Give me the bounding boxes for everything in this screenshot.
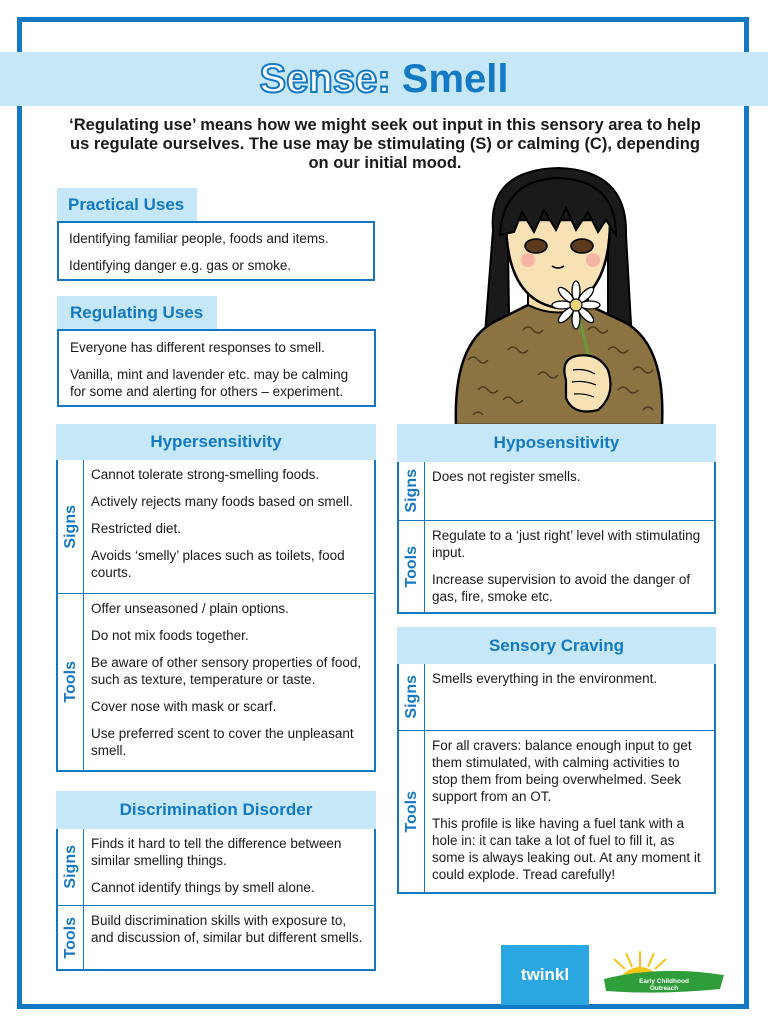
sign-item: Cannot tolerate strong-smelling foods. [91,467,320,482]
regulating-uses-heading: Regulating Uses [57,296,217,329]
early-childhood-outreach-logo [600,945,728,1005]
twinkl-logo: twinkl [501,945,589,1005]
girl-smelling-flower-illustration [448,160,668,425]
discrimination-signs-row [58,829,374,905]
discrimination-tools-row [58,905,374,969]
svg-text:Outreach: Outreach [649,985,679,992]
intro-text: ‘Regulating use’ means how we might seek out input in this sensory area to help us regulate ourselves. The use may be stimulating (S) or calming (C), depending on our initial mood. [69,116,701,172]
craving-tools-cell [425,731,714,892]
sign-item: Avoids ‘smelly’ places such as toilets, food courts. [91,548,345,580]
sign-item: Cannot identify things by smell alone. [91,880,315,895]
tool-item: Cover nose with mask or scarf. [91,699,277,714]
craving-signs-cell [425,664,714,730]
sensory-craving-body [397,664,716,894]
sign-item: Finds it hard to tell the difference between similar smelling things. [91,836,342,868]
hyper-signs-row [58,460,374,593]
regulating-item: Vanilla, mint and lavender etc. may be calming for some and alerting for others – experiment. [70,367,349,399]
hypo-signs-cell [425,462,714,520]
discrimination-tools-cell [84,906,374,969]
tool-item: Regulate to a ‘just right’ level with stimulating input. [432,528,701,560]
tool-item: Do not mix foods together. [91,628,249,643]
hyper-tools-row [58,593,374,770]
discrimination-disorder-heading: Discrimination Disorder [56,791,376,829]
tools-label: Tools [58,594,84,770]
discrimination-disorder-panel [56,791,376,971]
tool-item: This profile is like having a fuel tank with a hole in: it can take a lot of fuel to fill it, as some is always leaking out. At any moment it could explode. Tread carefully! [432,816,701,882]
signs-label: Signs [58,829,84,905]
craving-tools-row [399,730,714,892]
hypo-signs-row [399,462,714,520]
signs-label: Signs [58,460,84,593]
hypo-tools-cell [425,521,714,612]
practical-uses-heading: Practical Uses [57,188,197,221]
hyper-tools-cell [84,594,374,770]
tool-item: Build discrimination skills with exposure to, and discussion of, similar but different smells. [91,913,363,945]
regulating-item: Everyone has different responses to smell. [70,340,325,355]
sign-item: Smells everything in the environment. [432,671,658,686]
hypersensitivity-heading: Hypersensitivity [56,424,376,460]
hypo-tools-row [399,520,714,612]
sensory-craving-panel [397,627,716,894]
tool-item: For all cravers: balance enough input to get them stimulated, with calming activities to stop them from being overwhelmed. Seek support from an OT. [432,738,692,804]
signs-label: Signs [399,462,425,520]
tools-label: Tools [399,731,425,892]
signs-label: Signs [399,664,425,730]
discrimination-signs-cell [84,829,374,905]
tool-item: Be aware of other sensory properties of food, such as texture, temperature or taste. [91,655,362,687]
regulating-uses-box [57,329,376,407]
tool-item: Offer unseasoned / plain options. [91,601,289,616]
sign-item: Does not register smells. [432,469,581,484]
discrimination-disorder-body [56,829,376,971]
practical-item: Identifying familiar people, foods and items. [69,231,329,246]
craving-signs-row [399,664,714,730]
hyposensitivity-panel [397,424,716,614]
hypersensitivity-body [56,460,376,772]
practical-item: Identifying danger e.g. gas or smoke. [69,258,292,273]
sensory-craving-heading: Sensory Craving [397,627,716,664]
hypersensitivity-panel [56,424,376,772]
tools-label: Tools [399,521,425,612]
practical-uses-box [57,221,375,281]
tools-label: Tools [58,906,84,969]
tool-item: Increase supervision to avoid the danger of gas, fire, smoke etc. [432,572,691,604]
sign-item: Restricted diet. [91,521,182,536]
hyposensitivity-heading: Hyposensitivity [397,424,716,462]
title-part2: Smell [401,57,509,101]
sign-item: Actively rejects many foods based on smell. [91,494,353,509]
hyper-signs-cell [84,460,374,593]
title-part1: Sense: [259,57,391,101]
hyposensitivity-body [397,462,716,614]
svg-text:Early Childhood: Early Childhood [639,978,689,985]
page-title [0,52,768,106]
tool-item: Use preferred scent to cover the unpleasant smell. [91,726,354,758]
